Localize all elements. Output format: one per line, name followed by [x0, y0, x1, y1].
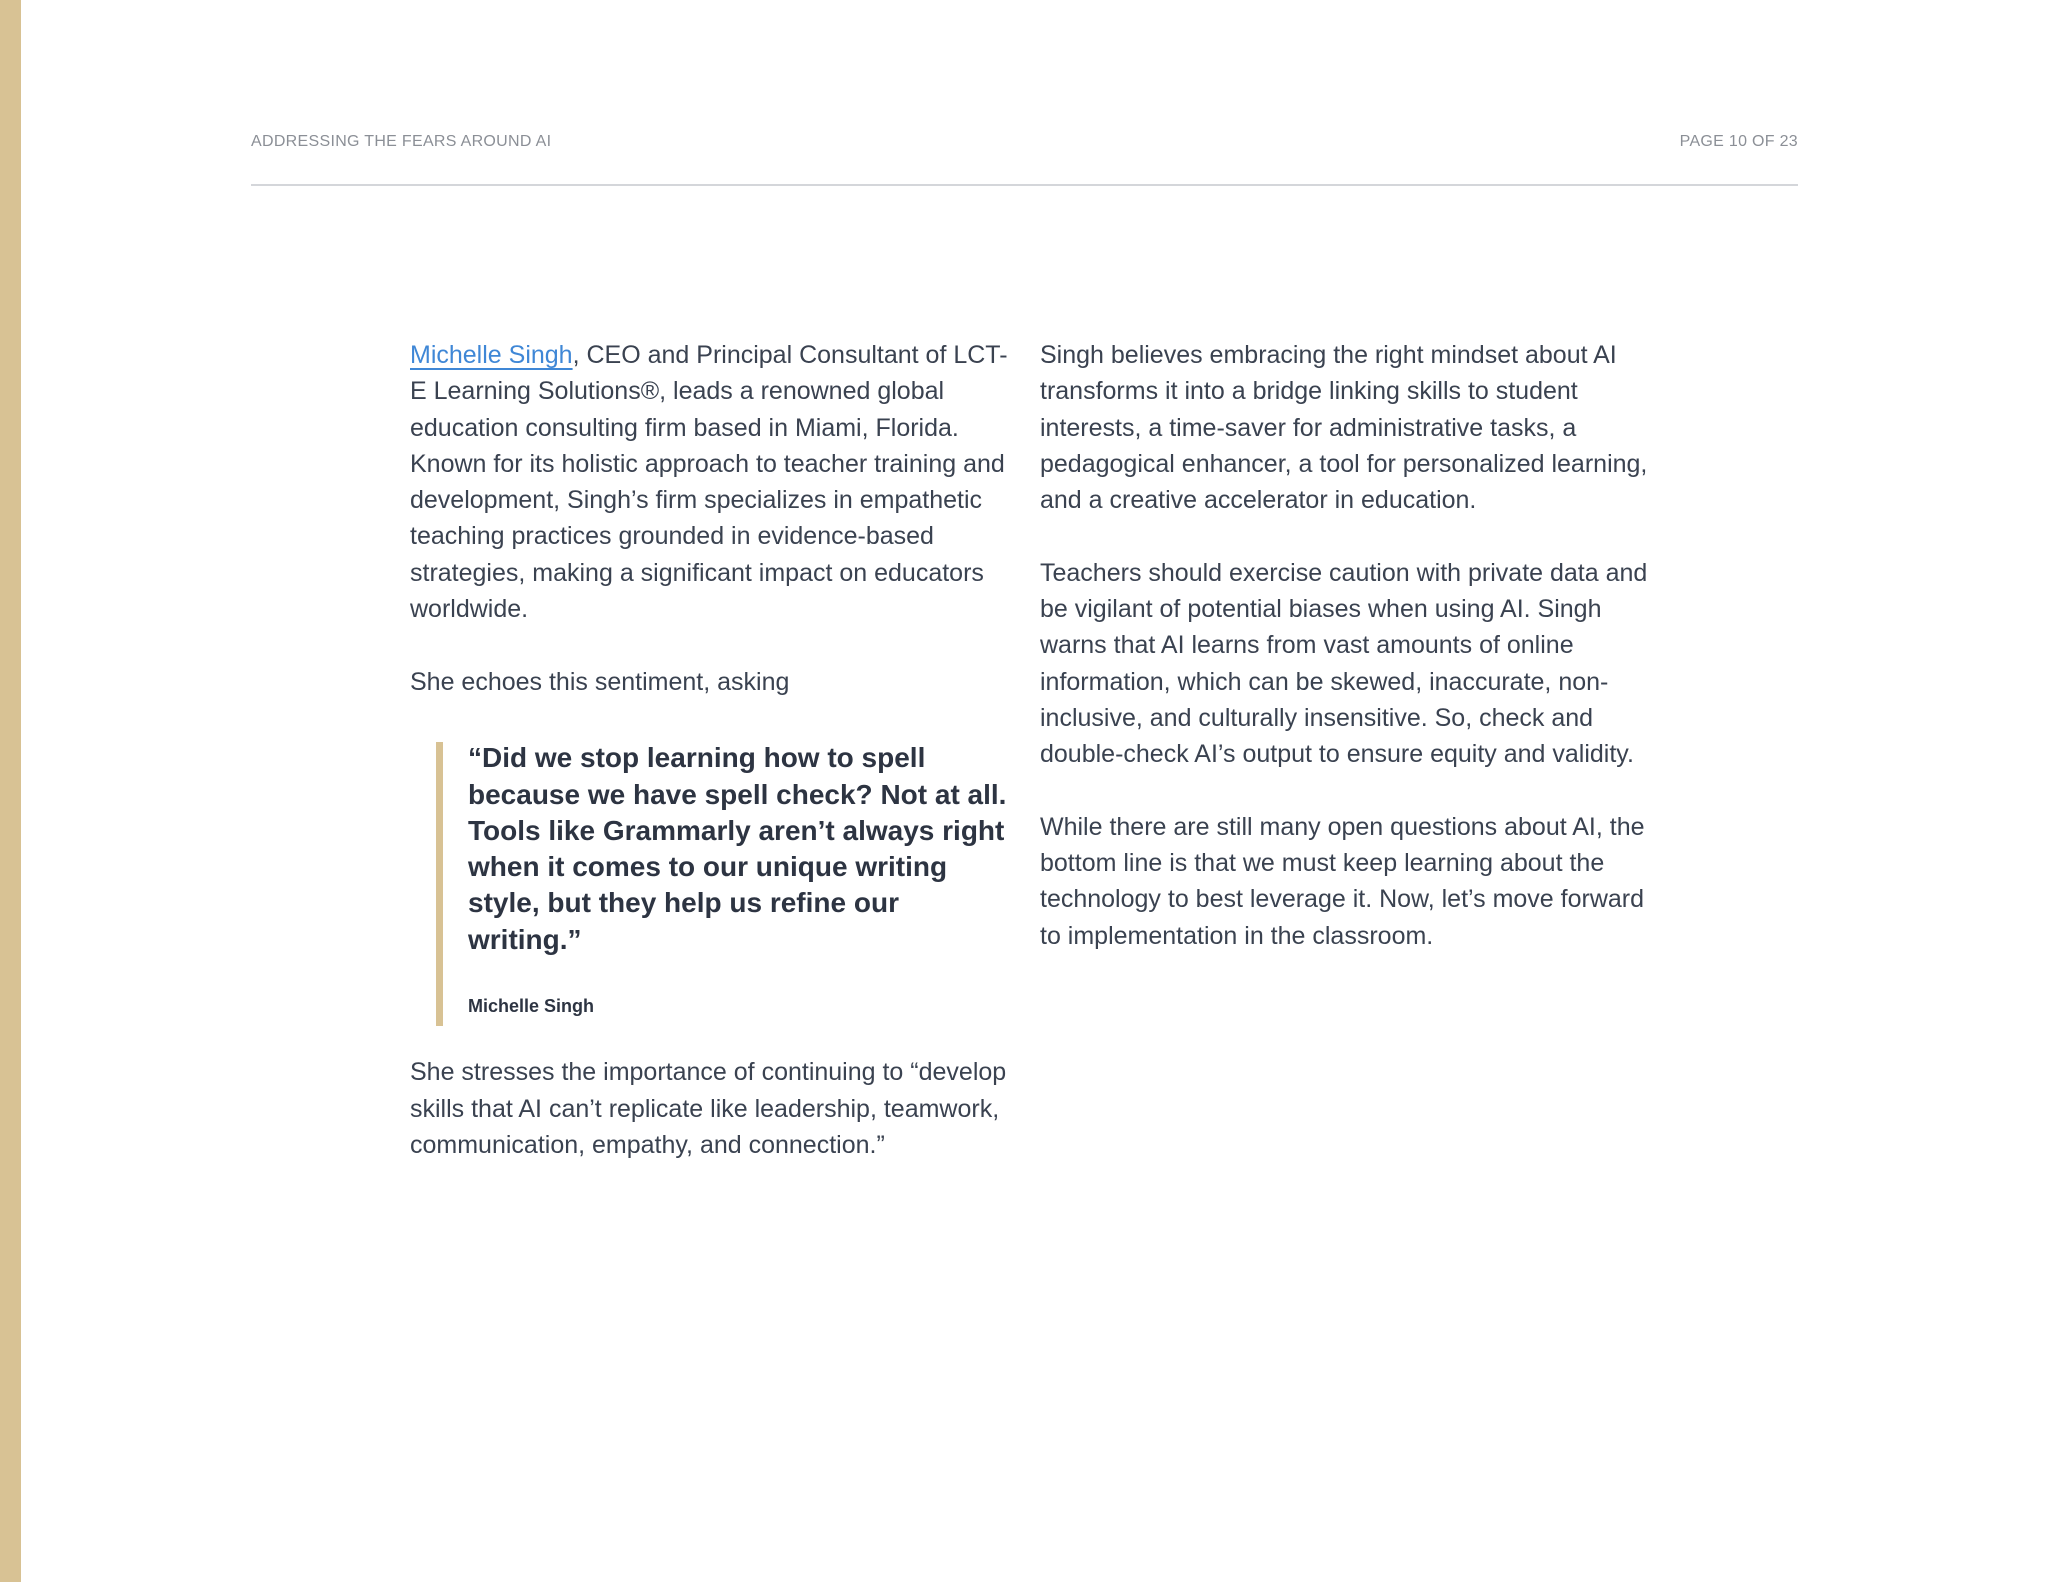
quote-rule — [436, 742, 443, 1026]
intro-paragraph — [410, 337, 1010, 627]
page-header — [251, 132, 1798, 186]
caution-paragraph: Teachers should exercise caution with private data and be vigilant of potential biases when using AI. Singh warns that AI learns from vast amounts of online information, which can be skewed, inaccurate, non-inclusive, and culturally insensitive. So, check and double-check AI’s output to ensure equity and validity. — [1040, 558, 1648, 769]
left-column — [410, 337, 1010, 1200]
echo-paragraph: She echoes this sentiment, asking — [410, 667, 790, 696]
mindset-paragraph: Singh believes embracing the right mindset about AI transforms it into a bridge linking skills to student interests, a time-saver for administrative tasks, a pedagogical enhancer, a tool for personalized learning, and a creative accelerator in education. — [1040, 341, 1648, 515]
running-title: ADDRESSING THE FEARS AROUND AI — [251, 133, 552, 150]
page-accent-bar — [0, 0, 21, 1582]
intro-text: , CEO and Principal Consultant of LCT-E Learning Solutions®, leads a renowned global education consulting firm based in Miami, Florida. Known for its holistic approach to teacher training and development, Singh’s firm specializes in empathetic teaching practices grounded in evidence-based strategies, making a significant impact on educators worldwide. — [410, 341, 1008, 624]
bottom-line-paragraph: While there are still many open questions about AI, the bottom line is that we must keep learning about the technology to best leverage it. Now, let’s move forward to implementation in the classroom. — [1040, 812, 1645, 950]
quote-author: Michelle Singh — [468, 996, 595, 1017]
quote-text: “Did we stop learning how to spell because we have spell check? Not at all. Tools like Grammarly aren’t always right when it comes to our unique writing style, but they help us refine our writing.” — [468, 742, 1007, 955]
closing-paragraph: She stresses the importance of continuing to “develop skills that AI can’t replicate like leadership, teamwork, communication, empathy, and connection.” — [410, 1058, 1007, 1159]
michelle-singh-link[interactable]: Michelle Singh — [410, 341, 573, 369]
right-column — [1040, 337, 1660, 990]
pull-quote — [436, 736, 1010, 1018]
page-number: PAGE 10 OF 23 — [1679, 133, 1798, 150]
